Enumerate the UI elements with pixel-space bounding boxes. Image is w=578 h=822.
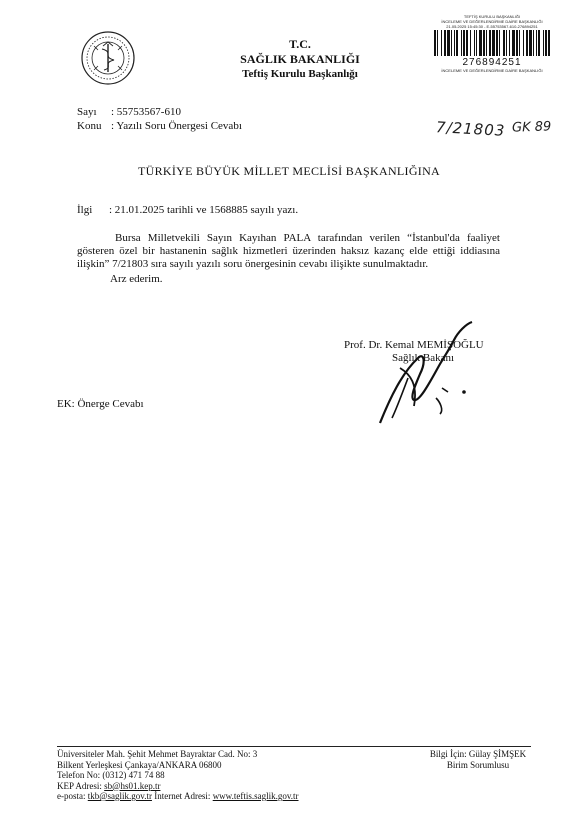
web-label: İnternet Adresi: [151,791,213,801]
konu-value: : Yazılı Soru Önergesi Cevabı [111,120,242,132]
barcode-footer: İNCELEME VE DEĞERLENDİRME DAİRE BAŞKANLIĞI [441,68,543,73]
header-ministry: SAĞLIK BAKANLIĞI [240,52,360,66]
handwritten-code: GK 89 [511,119,552,136]
signatory-title: Sağlık Bakanı [392,352,455,364]
reference-line [77,204,298,216]
info-contact: Bilgi İçin: Gülay ŞİMŞEK [429,749,527,759]
info-role: Birim Sorumlusu [446,759,510,770]
web-link[interactable]: www.teftis.saglik.gov.tr [212,791,299,801]
barcode-header-2: İNCELEME VE DEĞERLENDİRME DAİRE BAŞKANLIĞI [441,19,543,24]
attachment-note: EK: Önerge Cevabı [57,398,144,410]
signatory-name: Prof. Dr. Kemal MEMİŞOĞLU [344,339,484,351]
sayi-label: Sayı [77,106,97,118]
email-link[interactable]: tkb@saglik.gov.tr [87,791,152,801]
barcode-block [430,14,554,73]
ilgi-value: : 21.01.2025 tarihli ve 1568885 sayılı yazı. [109,204,299,216]
handwritten-reference: 7/21803 [435,118,506,140]
handwritten-signature-icon [340,318,490,428]
footer-address-1: Üniversiteler Mah. Şehit Mehmet Bayraktar Cad. No: 3 [57,749,258,759]
kep-link[interactable]: sb@hs01.kep.tr [104,780,161,791]
document-subject [77,120,242,132]
letterhead [200,37,400,82]
body-paragraph: Bursa Milletvekili Sayın Kayıhan PALA tarafından verilen “İstanbul'da faaliyet gösteren özel bir hastanenin sağlık hizmetleri üzerinden haksız kazanç elde ettiği iddiasına ilişkin” 7/21803 sıra sayılı yazılı soru önergesinin cevabı ilişikte sunulmaktadır. [77,232,500,270]
ministry-logo-icon [80,30,136,86]
konu-label: Konu [77,120,102,132]
closing-line: Arz ederim. [110,273,163,285]
barcode-number: 276894251 [462,57,522,68]
recipient-title: TÜRKİYE BÜYÜK MİLLET MECLİSİ BAŞKANLIĞINA [137,164,441,178]
header-department: Teftiş Kurulu Başkanlığı [242,68,358,80]
footer-divider [57,746,531,747]
header-tc: T.C. [289,37,311,51]
document-number [77,106,181,118]
footer-kep [57,781,299,792]
footer-address-2: Bilkent Yerleşkesi Çankaya/ANKARA 06800 [57,759,222,770]
email-label: e-posta: [57,791,88,801]
footer-info [418,749,538,770]
ilgi-label: İlgi [77,204,93,216]
barcode-header-3: 21.05.2025 15:45:30 - E-55753567-610-276894251 [446,24,538,29]
footer-email [57,791,299,802]
barcode-header-1: TEFTİŞ KURULU BAŞKANLIĞI [463,14,521,19]
sayi-value: : 55753567-610 [111,106,181,118]
footer-phone: Telefon No: (0312) 471 74 88 [57,770,165,780]
barcode-icon [433,30,551,56]
footer-contact [57,749,299,802]
letter-body [77,232,500,271]
kep-label: KEP Adresi: [57,780,105,791]
